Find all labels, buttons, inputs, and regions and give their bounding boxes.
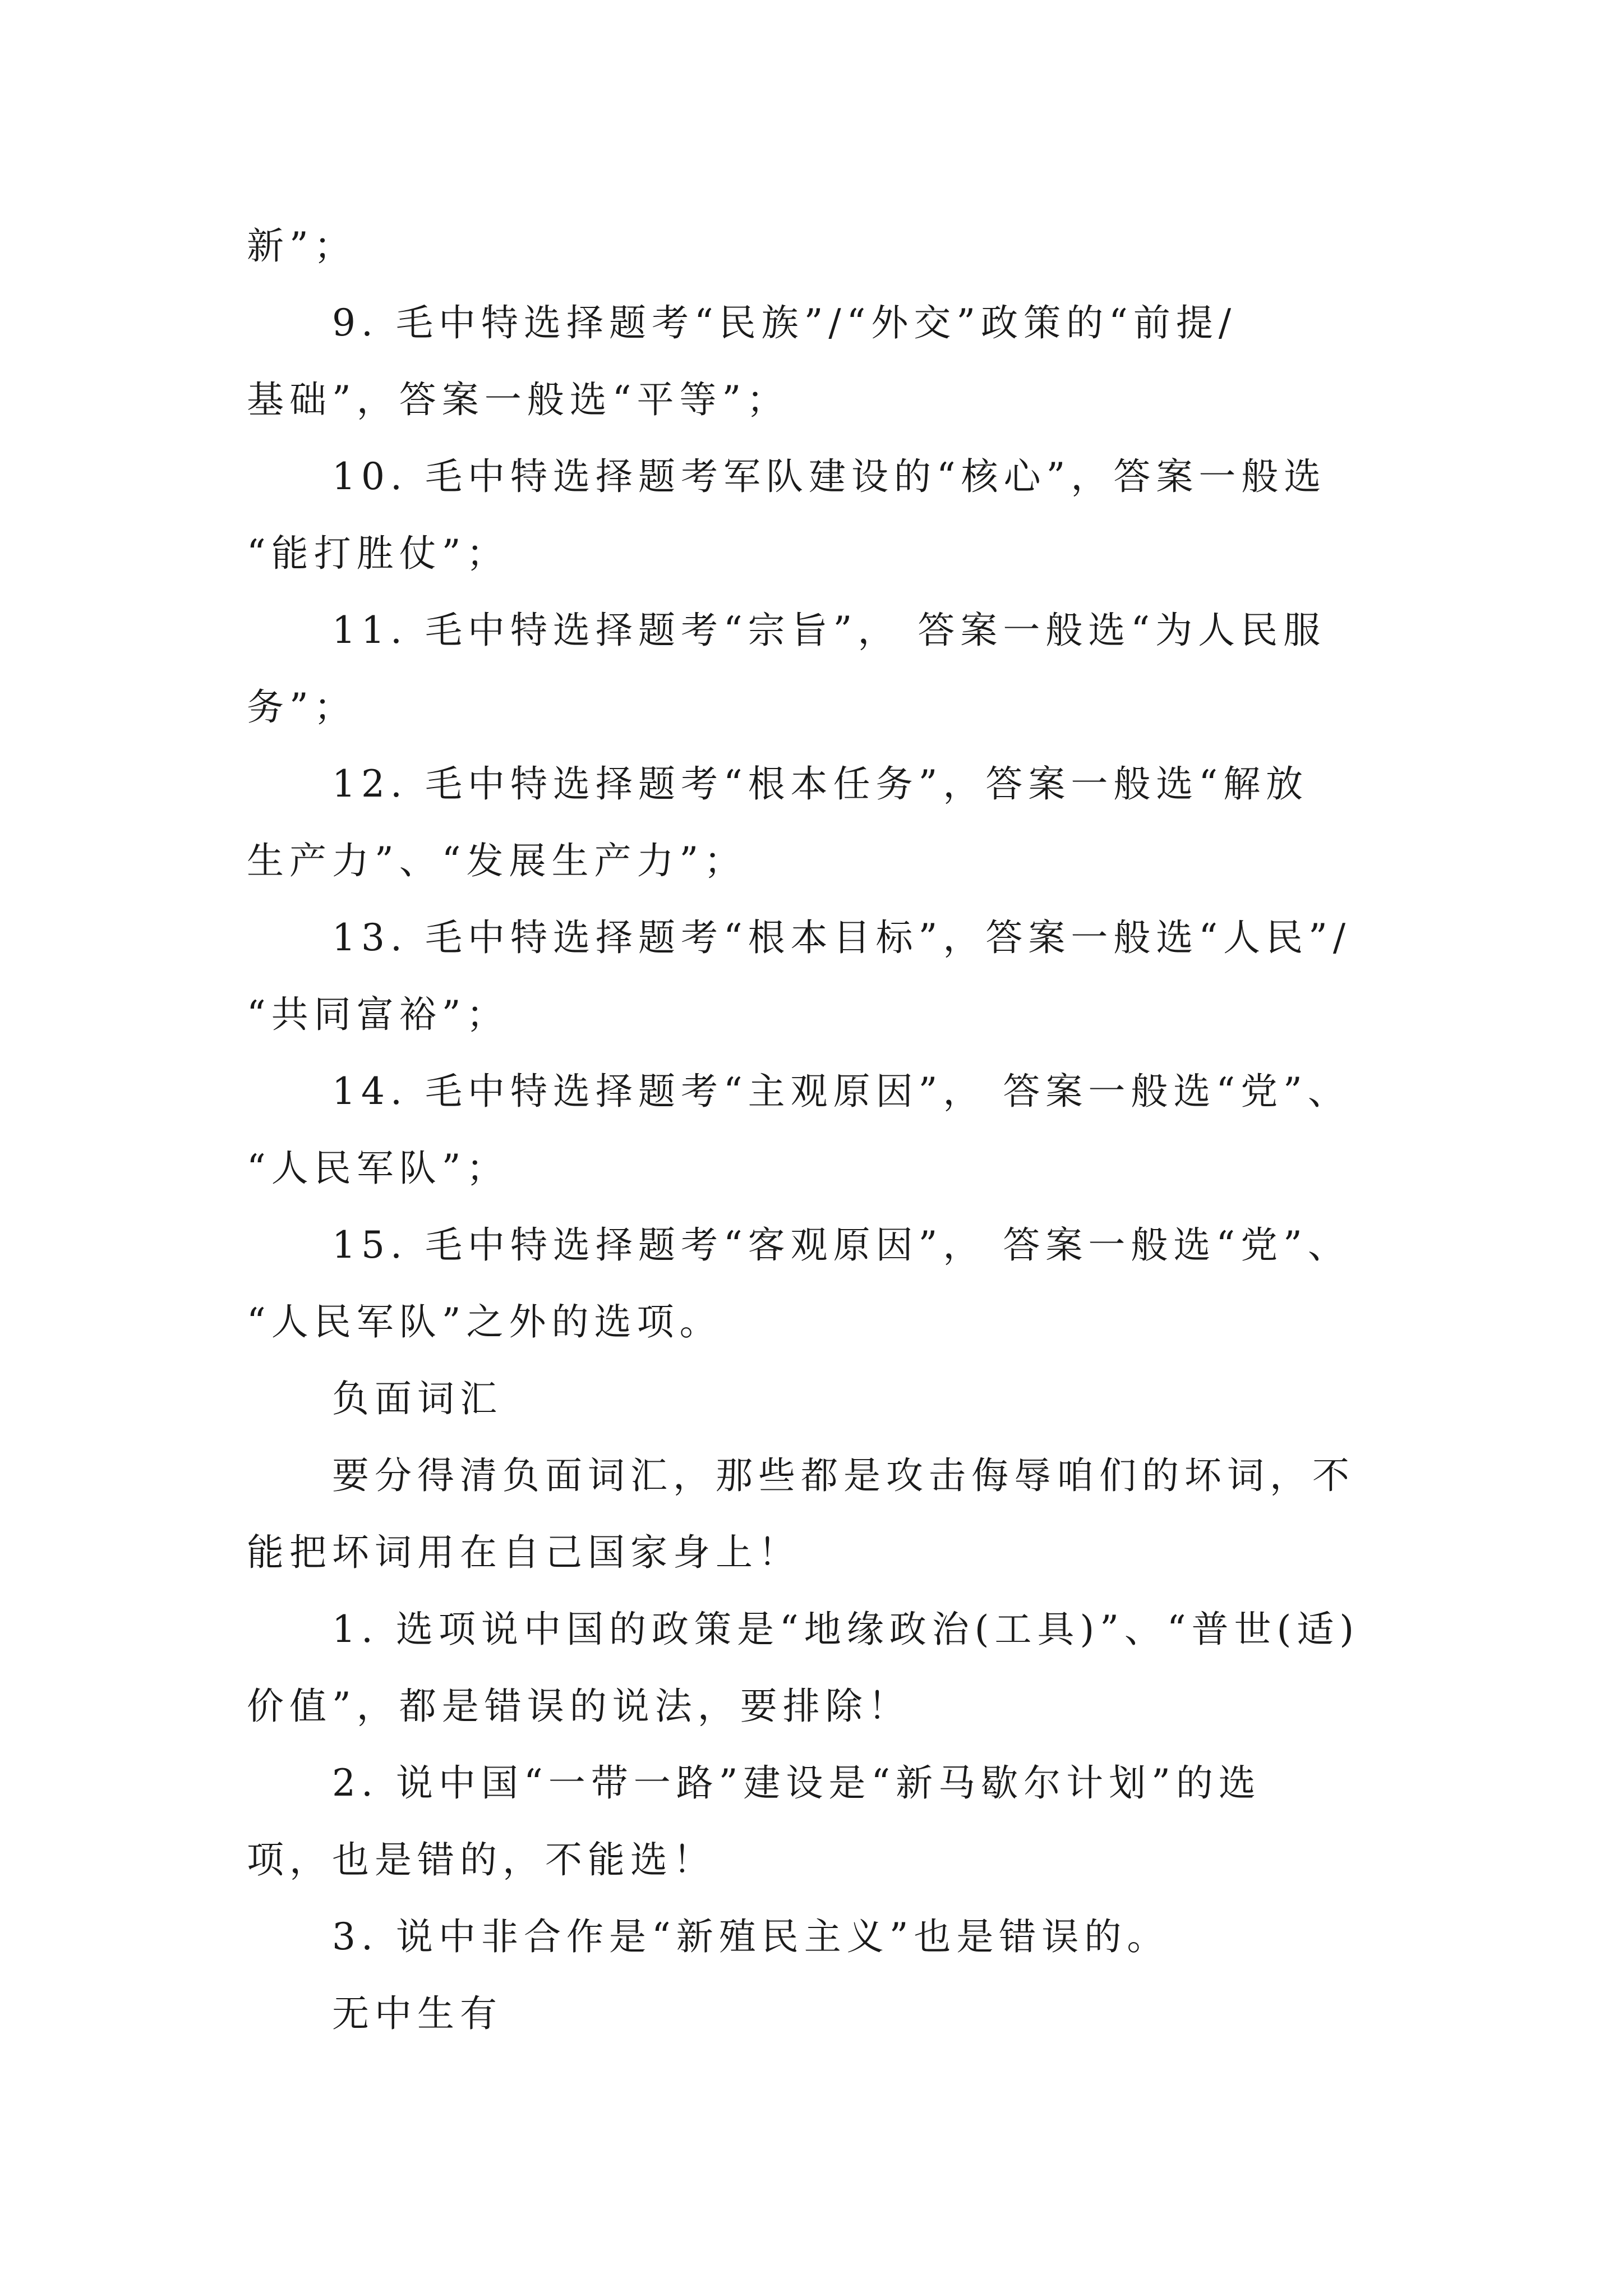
paragraph-negative-words-continuation: 能把坏词用在自己国家身上！ [247,1531,801,1574]
list-item-11: 11. 毛中特选择题考“宗旨”， 答案一般选“为人民服 [332,609,1326,652]
list-item-10: 10. 毛中特选择题考军队建设的“核心”，答案一般选 [332,455,1327,498]
list-item-12-continuation: 生产力”、“发展生产力”； [247,839,747,882]
list-item-11-continuation: 务”； [247,685,357,729]
negative-item-1: 1. 选项说中国的政策是“地缘政治(工具)”、“普世(适) [332,1608,1360,1651]
list-item-14-continuation: “人民军队”； [247,1147,509,1190]
negative-item-3: 3. 说中非合作是“新殖民主义”也是错误的。 [332,1915,1170,1958]
paragraph-negative-words: 要分得清负面词汇，那些都是攻击侮辱咱们的坏词，不 [332,1454,1355,1497]
text-line-continuation: 新”； [247,224,357,268]
list-item-13: 13. 毛中特选择题考“根本目标”，答案一般选“人民”/ [332,916,1352,959]
negative-item-2: 2. 说中国“一带一路”建设是“新马歇尔计划”的选 [332,1761,1261,1805]
list-item-15-continuation: “人民军队”之外的选项。 [247,1300,722,1343]
section-heading-fabrication: 无中生有 [332,1992,502,2035]
list-item-15: 15. 毛中特选择题考“客观原因”， 答案一般选“党”、 [332,1223,1350,1267]
list-item-10-continuation: “能打胜仗”； [247,532,509,575]
list-item-14: 14. 毛中特选择题考“主观原因”， 答案一般选“党”、 [332,1070,1350,1113]
list-item-9: 9. 毛中特选择题考“民族”/“外交”政策的“前提/ [332,301,1237,344]
list-item-13-continuation: “共同富裕”； [247,993,509,1036]
body-text [247,208,1424,2052]
negative-item-1-continuation: 价值”，都是错误的说法，要排除！ [247,1685,911,1728]
list-item-12: 12. 毛中特选择题考“根本任务”，答案一般选“解放 [332,762,1309,806]
list-item-9-continuation: 基础”，答案一般选“平等”； [247,378,790,421]
section-heading-negative-words: 负面词汇 [332,1377,502,1420]
negative-item-2-continuation: 项，也是错的，不能选！ [247,1838,716,1881]
